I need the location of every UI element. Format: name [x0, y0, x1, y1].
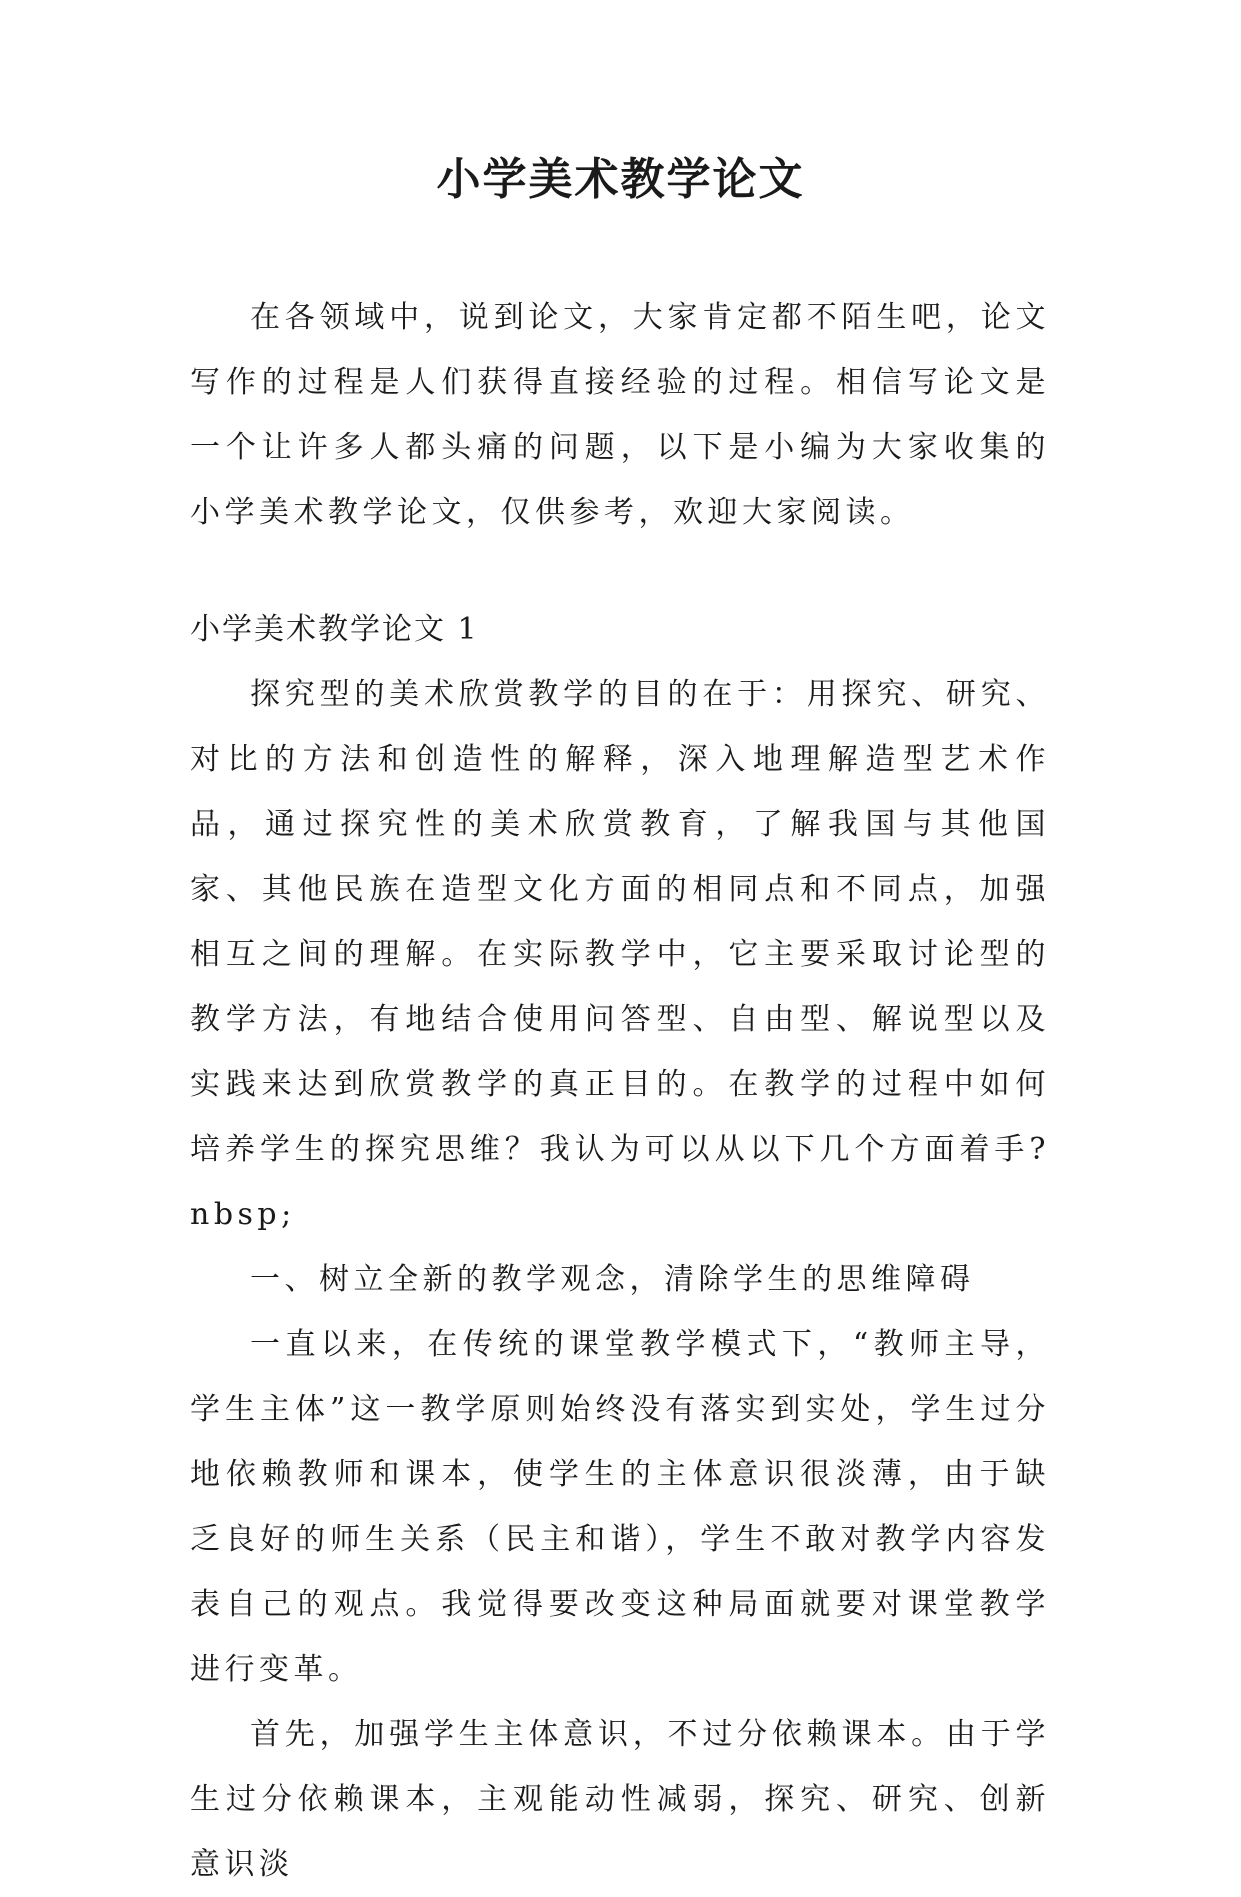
paragraph-gap — [190, 545, 1050, 597]
document-body — [190, 285, 1050, 1897]
intro-paragraph: 在各领域中，说到论文，大家肯定都不陌生吧，论文写作的过程是人们获得直接经验的过程。相信写论文是一个让许多人都头痛的问题，以下是小编为大家收集的小学美术教学论文，仅供参考，欢迎大家阅读。 — [190, 300, 1050, 530]
body-paragraph: 探究型的美术欣赏教学的目的在于：用探究、研究、对比的方法和创造性的解释，深入地理解造型艺术作品，通过探究性的美术欣赏教育，了解我国与其他国家、其他民族在造型文化方面的相同点和不同点，加强相互之间的理解。在实际教学中，它主要采取讨论型的教学方法，有地结合使用问答型、自由型、解说型以及实践来达到欣赏教学的真正目的。在教学的过程中如何培养学生的探究思维？我认为可以从以下几个方面着手?nbsp; — [190, 677, 1050, 1232]
document-title: 小学美术教学论文 — [436, 154, 805, 205]
section-title: 小学美术教学论文 1 — [190, 612, 479, 647]
section-heading: 一、树立全新的教学观念，清除学生的思维障碍 — [250, 1262, 975, 1297]
body-paragraph: 首先，加强学生主体意识，不过分依赖课本。由于学生过分依赖课本，主观能动性减弱，探究、研究、创新意识淡 — [190, 1717, 1050, 1882]
body-paragraph: 一直以来，在传统的课堂教学模式下，“教师主导，学生主体”这一教学原则始终没有落实到实处，学生过分地依赖教师和课本，使学生的主体意识很淡薄，由于缺乏良好的师生关系（民主和谐），学生不敢对教学内容发表自己的观点。我觉得要改变这种局面就要对课堂教学进行变革。 — [190, 1327, 1050, 1687]
